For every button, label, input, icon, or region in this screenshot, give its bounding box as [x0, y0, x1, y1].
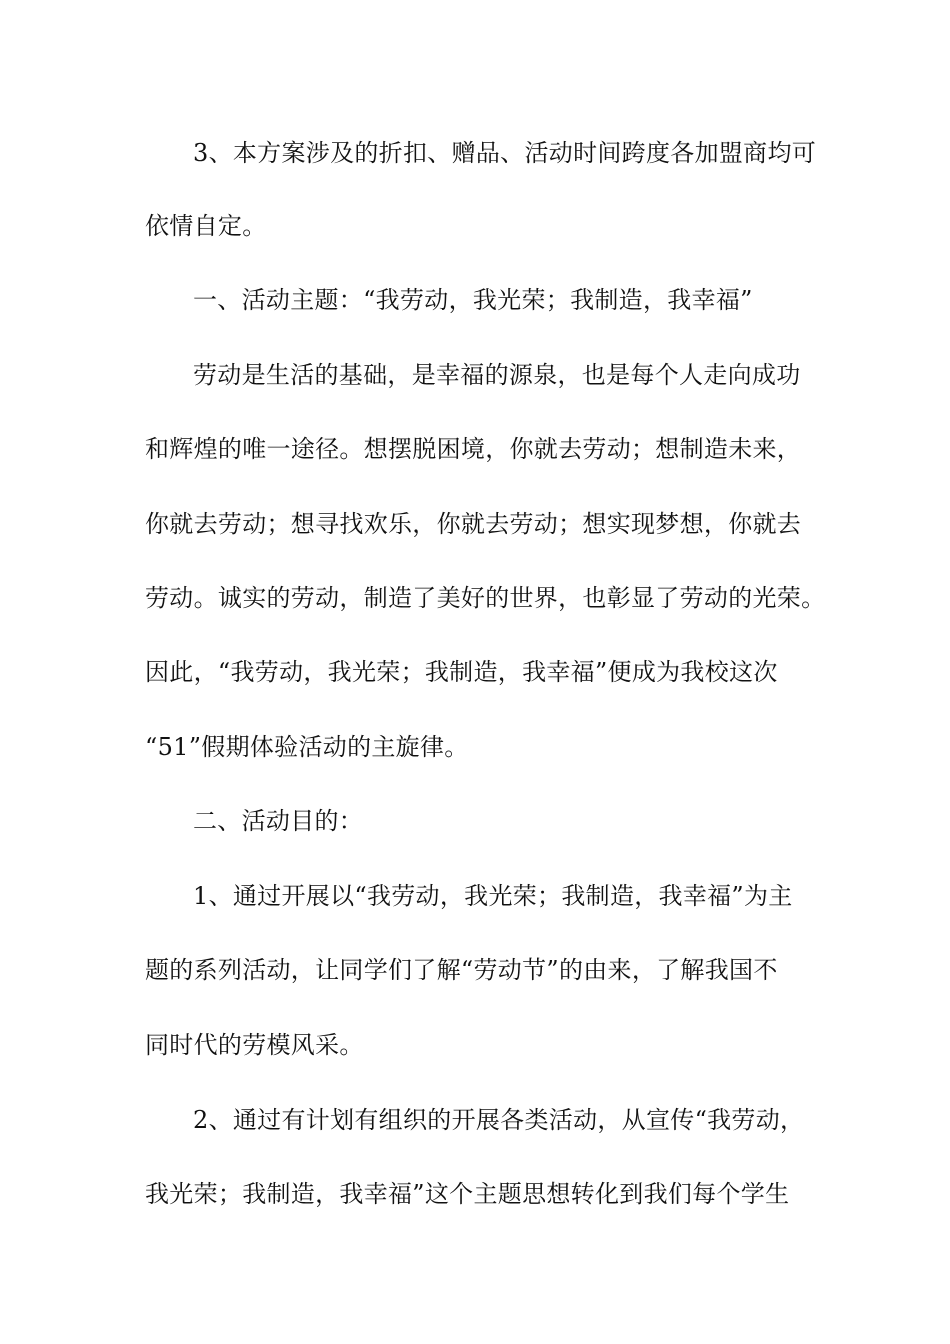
purpose-item-1-line-1: 1、通过开展以“我劳动，我光荣；我制造，我幸福”为主 [193, 882, 793, 910]
theme-paragraph-line-4: 劳动。诚实的劳动，制造了美好的世界，也彰显了劳动的光荣。 [145, 584, 826, 612]
section-heading-purpose: 二、活动目的： [193, 807, 364, 835]
paragraph-3-line-2: 依情自定。 [145, 212, 267, 240]
purpose-item-1-line-2: 题的系列活动，让同学们了解“劳动节”的由来，了解我国不 [145, 956, 778, 984]
purpose-item-2-line-1: 2、通过有计划有组织的开展各类活动，从宣传“我劳动， [193, 1106, 805, 1134]
theme-paragraph-line-3: 你就去劳动；想寻找欢乐，你就去劳动；想实现梦想，你就去 [145, 510, 802, 538]
theme-paragraph-line-1: 劳动是生活的基础，是幸福的源泉，也是每个人走向成功 [193, 361, 801, 389]
purpose-item-1-line-3: 同时代的劳模风采。 [145, 1031, 364, 1059]
purpose-item-2-line-2: 我光荣；我制造，我幸福”这个主题思想转化到我们每个学生 [145, 1180, 790, 1208]
theme-paragraph-line-6: “51”假期体验活动的主旋律。 [145, 733, 469, 761]
theme-paragraph-line-2: 和辉煌的唯一途径。想摆脱困境，你就去劳动；想制造未来， [145, 435, 802, 463]
paragraph-3-line-1: 3、本方案涉及的折扣、赠品、活动时间跨度各加盟商均可 [193, 139, 817, 167]
section-heading-theme: 一、活动主题：“我劳动，我光荣；我制造，我幸福” [193, 286, 753, 314]
theme-paragraph-line-5: 因此，“我劳动，我光荣；我制造，我幸福”便成为我校这次 [145, 658, 778, 686]
